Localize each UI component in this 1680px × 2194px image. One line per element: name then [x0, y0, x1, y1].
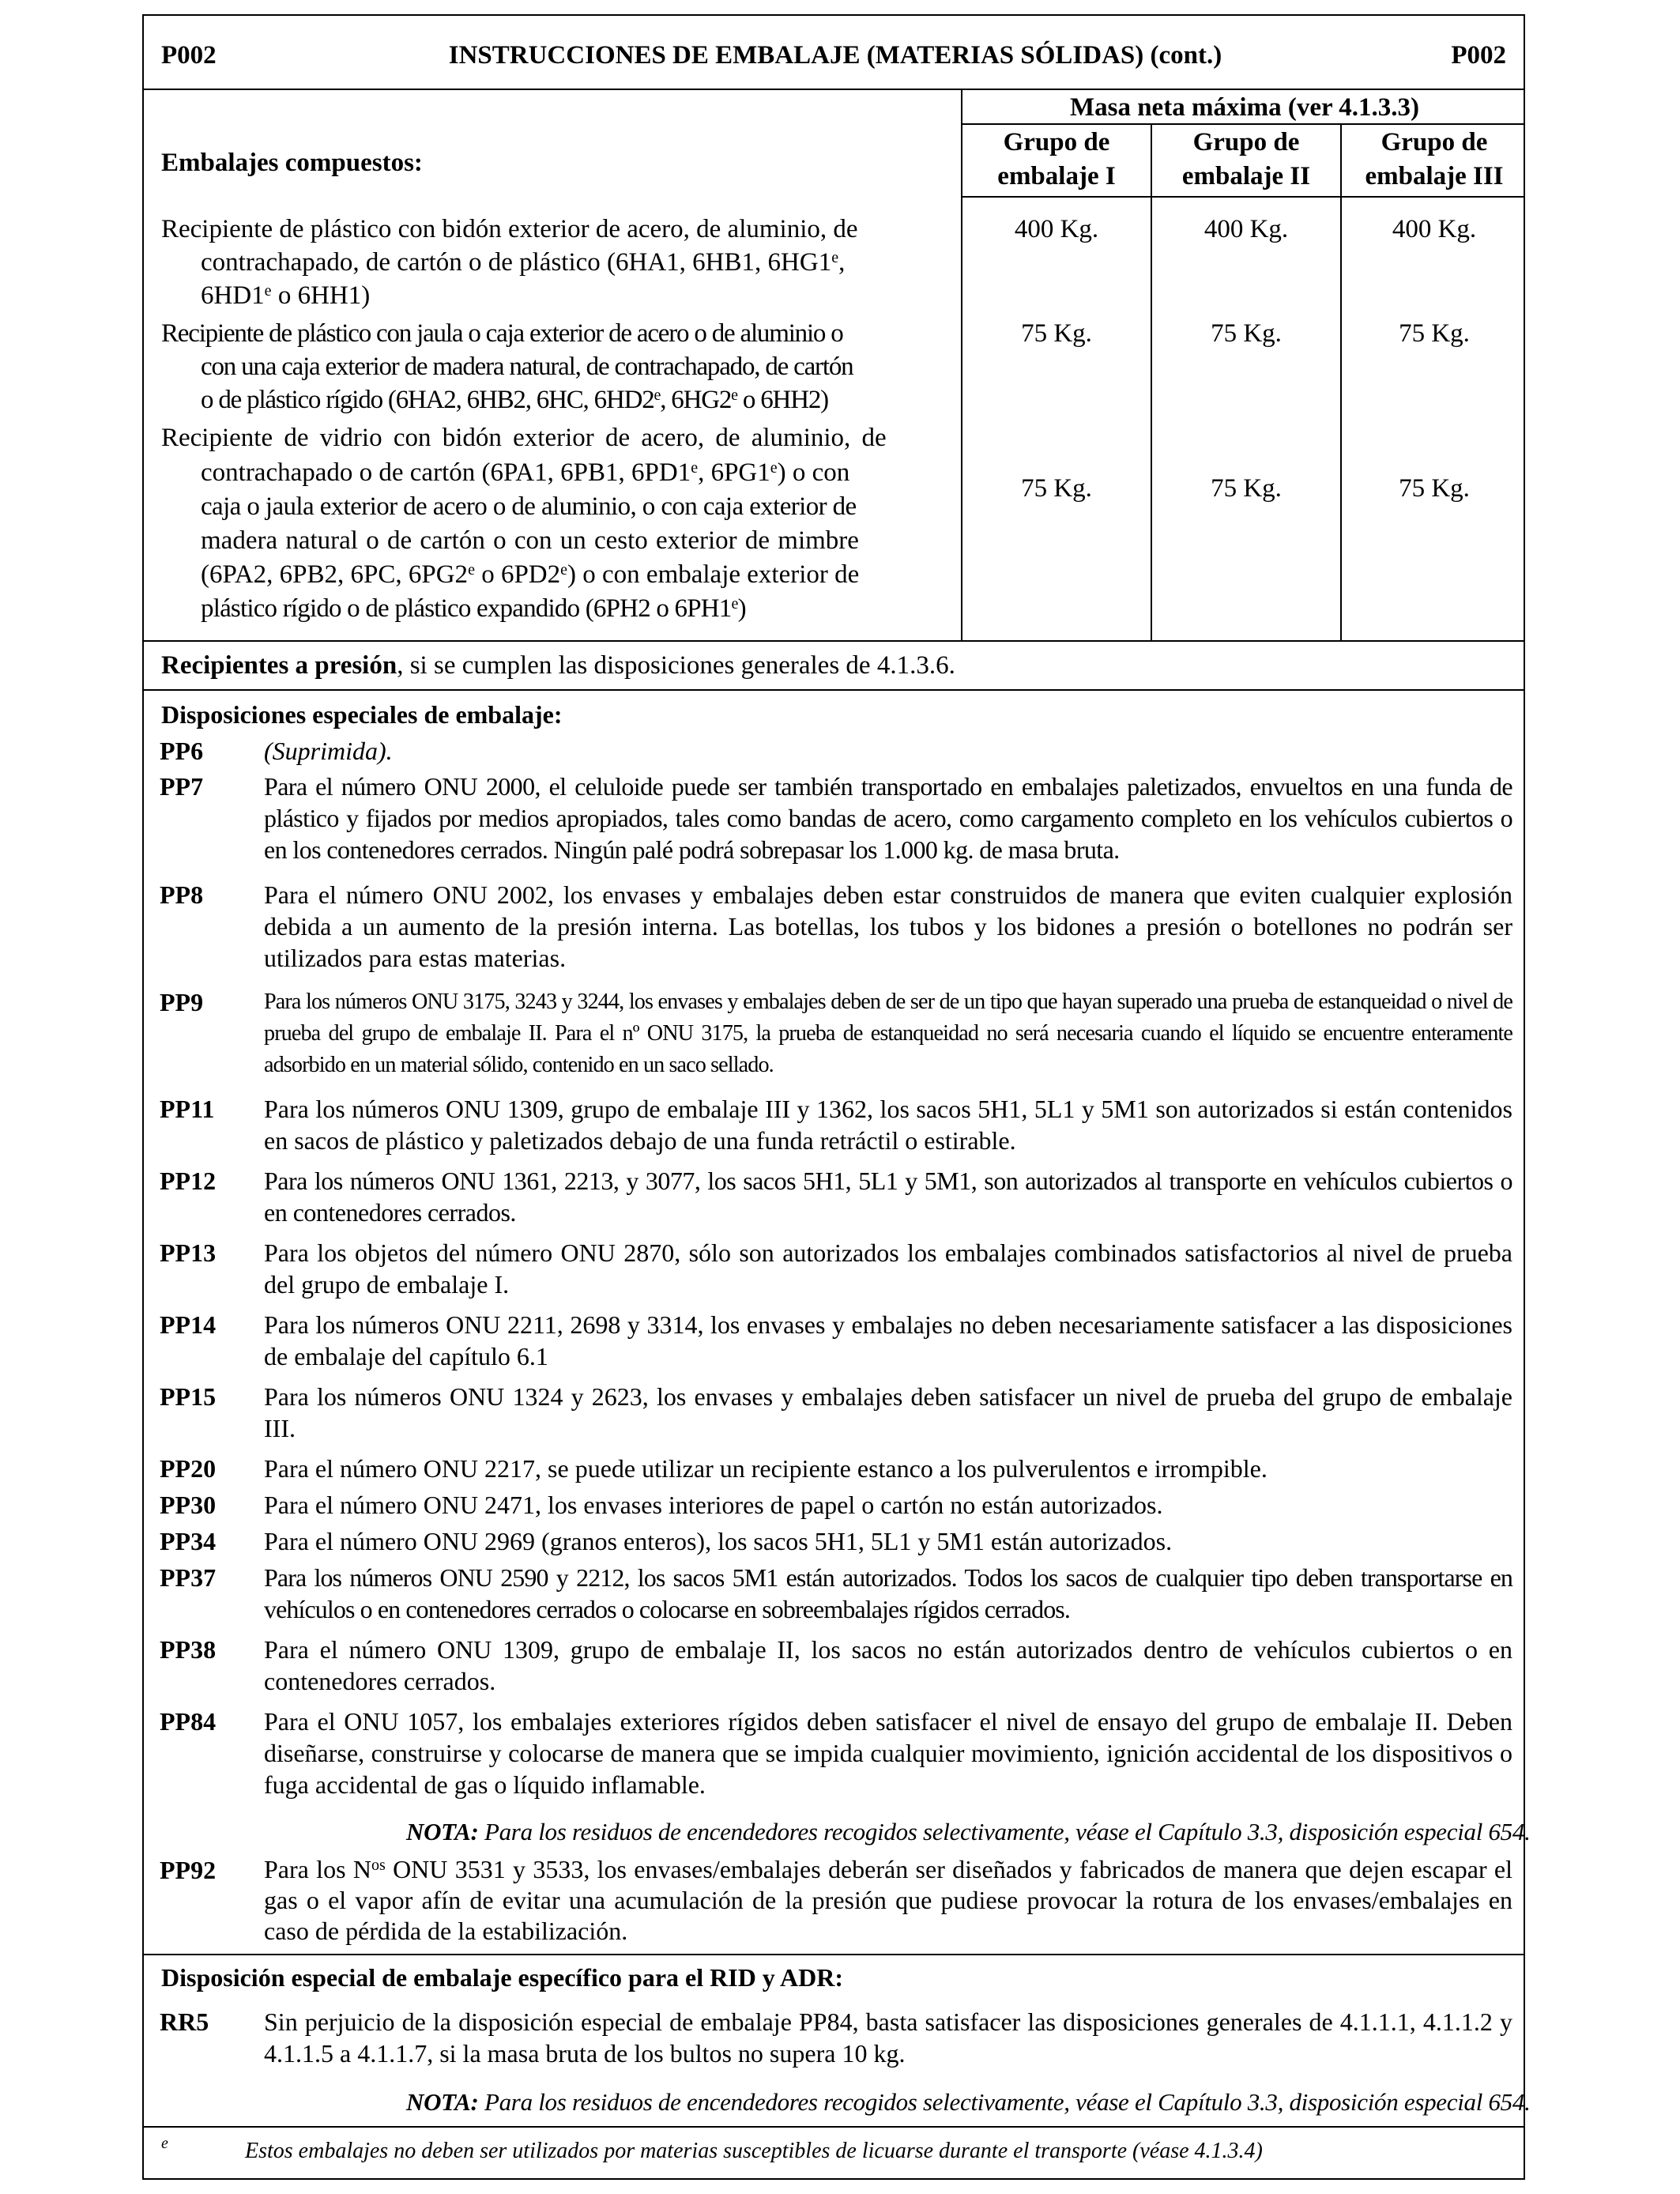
- group-header-2-line1: Grupo de: [1192, 128, 1300, 156]
- group-header-3-line1: Grupo de: [1381, 128, 1488, 156]
- pp84-note: NOTA: Para los residuos de encendedores recogidos selectivamente, véase el Capítulo 3.3, disposición especial 654.: [406, 1818, 1531, 1845]
- instruction-code-right: P002: [1451, 41, 1506, 70]
- packing-instruction-sheet: P002 INSTRUCCIONES DE EMBALAJE (MATERIAS SÓLIDAS) (cont.) P002 Masa neta máxima (ver 4.1.3.3) Grupo de embalaje I Grupo de embalaje II Grupo de embalaje III Embalajes compuestos: Recipiente de plástico con bidón exterior de acero, de aluminio, de contrachapado, de cartón o de plástico (6HA1, 6HB1, 6HG1e, 6HD1e o 6HH1) 400 Kg. 400 Kg. 400 Kg. Recipiente de plástico con jaula o caja exterior de acero o de aluminio o con una caja exterior de madera natural, de contrachapado, de cartón o de plástico rígido (6HA2, 6HB2, 6HC, 6HD2e, 6HG2e o 6HH2) 75 Kg. 75 Kg. 75 Kg. Recipiente de vidrio con bidón exterior de acero, de aluminio, de contrachapado o de cartón (6PA1, 6PB1, 6PD1e, 6PG1e) o con caja o jaula exterior de acero o de aluminio, o con caja exterior de madera natural o de cartón o con un cesto exterior de mimbre (6PA2, 6PB2, 6PC, 6PG2e o 6PD2e) o con embalaje exterior de plástico rígido o de plástico expandido (6PH2 o 6PH1e) 75 Kg. 75 Kg. 75 Kg. Recipientes a presión, si se cumplen las disposiciones generales de 4.1.3.6. Disposiciones especiales de embalaje: PP6 (Suprimida). PP7 Para el número ONU 2000, el celuloide puede ser también transportado en embalajes paletizados, envueltos en una funda de plástico y fijados por medios apropiados, tales como bandas de acero, como cargamento completo en los vehículos cubiertos o en los contenedores cerrados. Ningún palé podrá sobrepasar los 1.000 kg. de masa bruta. PP8 Para el número ONU 2002, los envases y embalajes deben estar construidos de manera que eviten cualquier explosión debida a un aumento de la presión interna. Las botellas, los tubos y los bidones a presión o botellones no podrán ser utilizados para estas materias. PP9 Para los números ONU 3175, 3243 y 3244, los envases y embalajes deben de ser de un tipo que hayan superado una prueba de estanqueidad o nivel de prueba del grupo de embalaje II. Para el nº ONU 3175, la prueba de estanqueidad no será necesaria cuando el líquido se encuentre enteramente adsorbido en un material sólido, contenido en un saco sellado. PP11 Para los números ONU 1309, grupo de embalaje III y 1362, los sacos 5H1, 5L1 y 5M1 son autorizados si están contenidos en sacos de plástico y paletizados debajo de una funda retráctil o estirable. PP12 Para los números ONU 1361, 2213, y 3077, los sacos 5H1, 5L1 y 5M1, son autorizados al transporte en vehículos cubiertos o en contenedores cerrados. PP13 Para los objetos del número ONU 2870, sólo son autorizados los embalajes combinados satisfactorios al nivel de prueba del grupo de embalaje I. PP14 Para los números ONU 2211, 2698 y 3314, los envases y embalajes no deben necesariamente satisfacer a las disposiciones de embalaje del capítulo 6.1 PP15 Para los números ONU 1324 y 2623, los envases y embalajes deben satisfacer un nivel de prueba del grupo de embalaje III. PP20 Para el número ONU 2217, se puede utilizar un recipiente estanco a los pulverulentos e irrompible. PP30 Para el número ONU 2471, los envases interiores de papel o cartón no están autorizados. PP34 Para el número ONU 2969 (granos enteros), los sacos 5H1, 5L1 y 5M1 están autorizados. PP37 Para los números ONU 2590 y 2212, los sacos 5M1 están autorizados. Todos los sacos de cualquier tipo deben transportarse en vehículos o en contenedores cerrados o colocarse en sobreembalajes rígidos cerrados. PP38 Para el número ONU 1309, grupo de embalaje II, los sacos no están autorizados dentro de vehículos cubiertos o en contenedores cerrados. PP84 Para el ONU 1057, los embalajes exteriores rígidos deben satisfacer el nivel de ensayo del grupo de embalaje II. Deben diseñarse, construirse y colocarse de manera que se impida cualquier movimiento, ignición accidental de los dispositivos o fuga accidental de gas o líquido inflamable. NOTA: Para los residuos de encendedores recogidos selectivamente, véase el Capítulo 3.3, disposición especial 654. PP92 Para los $N^{os}$ ONU 3531 y 3533, los envases/embalajes deberán ser diseñados y fabricados de manera que dejen escapar el gas o el vapor afín de evitar una acumulación de la presión que pudiese provocar la rotura de los envases/embalajes en caso de pérdida de la estabilización. Disposición especial de embalaje específico para el RID y ADR: RR5 Sin perjuicio de la disposición especial de embalaje PP84, basta satisfacer las disposiciones generales de 4.1.1.1, 4.1.1.2 y 4.1.1.5 a 4.1.1.7, si la masa bruta de los bultos no supera 10 kg. NOTA: Para los residuos de encendedores recogidos selectivamente, véase el Capítulo 3.3, disposición especial 654. e Estos embalajes no deben ser utilizados por materias susceptibles de licuarse durante el transporte (véase 4.1.3.4): [142, 14, 1525, 2180]
- rid-adr-title: Disposición especial de embalaje específico para el RID y ADR:: [161, 1963, 844, 1992]
- composite-packagings-label: Embalajes compuestos:: [161, 149, 423, 177]
- divider: [144, 89, 1524, 90]
- page-title: INSTRUCCIONES DE EMBALAJE (MATERIAS SÓLIDAS) (cont.): [448, 41, 1222, 70]
- mass-value-r3-g3: 75 Kg.: [1399, 474, 1470, 503]
- divider: [144, 640, 1524, 642]
- mass-value-r1-g1: 400 Kg.: [1014, 215, 1099, 243]
- divider: [144, 1954, 1524, 1955]
- footnote-mark: e: [161, 2135, 168, 2152]
- group-header-1-line1: Grupo de: [1003, 128, 1110, 156]
- column-divider: [1340, 123, 1342, 640]
- mass-value-r3-g2: 75 Kg.: [1211, 474, 1282, 503]
- mass-value-r2-g1: 75 Kg.: [1021, 319, 1092, 348]
- divider: [144, 2126, 1524, 2128]
- mass-value-r1-g3: 400 Kg.: [1392, 215, 1477, 243]
- pressure-receptacles-note: Recipientes a presión, si se cumplen las disposiciones generales de 4.1.3.6.: [161, 651, 955, 680]
- mass-value-r2-g3: 75 Kg.: [1399, 319, 1470, 348]
- group-header-3-line2: embalaje III: [1365, 162, 1504, 190]
- rr5-note: NOTA: Para los residuos de encendedores recogidos selectivamente, véase el Capítulo 3.3, disposición especial 654.: [406, 2088, 1531, 2116]
- divider: [144, 689, 1524, 691]
- group-header-1-line2: embalaje I: [997, 162, 1116, 190]
- footnote-text: Estos embalajes no deben ser utilizados por materias susceptibles de licuarse durante el transporte (véase 4.1.3.4): [245, 2139, 1263, 2163]
- mass-value-r3-g1: 75 Kg.: [1021, 474, 1092, 503]
- mass-value-r2-g2: 75 Kg.: [1211, 319, 1282, 348]
- divider: [961, 196, 1524, 198]
- divider: [961, 123, 1524, 125]
- mass-value-r1-g2: 400 Kg.: [1203, 215, 1289, 243]
- mass-header: Masa neta máxima (ver 4.1.3.3): [1069, 93, 1420, 122]
- special-provisions-title: Disposiciones especiales de embalaje:: [161, 700, 563, 729]
- instruction-code-left: P002: [161, 41, 217, 70]
- column-divider: [961, 89, 962, 640]
- column-divider: [1151, 123, 1152, 640]
- group-header-2-line2: embalaje II: [1181, 162, 1311, 190]
